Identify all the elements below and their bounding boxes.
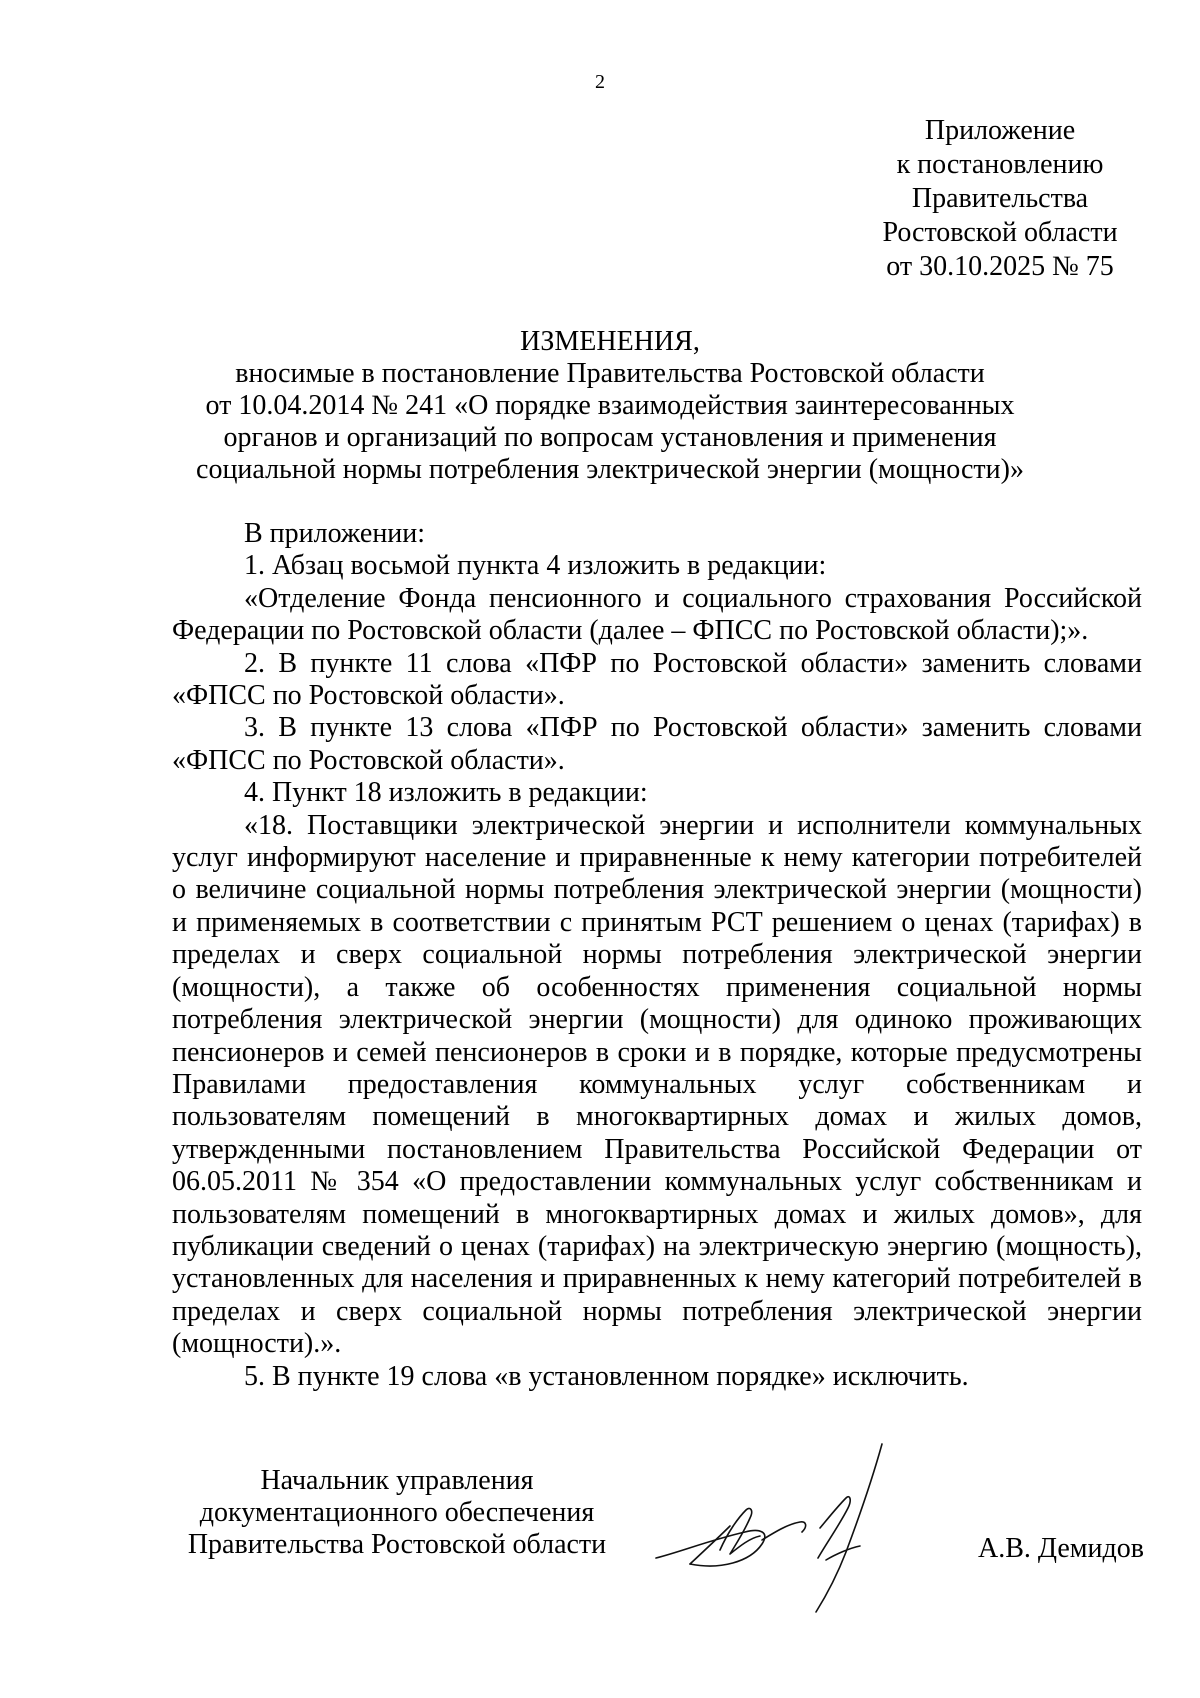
body-paragraph: 3. В пункте 13 слова «ПФР по Ростовской области» заменить словами «ФПСС по Ростовской области».	[172, 712, 1142, 776]
body-paragraph: 2. В пункте 11 слова «ПФР по Ростовской области» заменить словами «ФПСС по Ростовской области».	[172, 647, 1142, 712]
appendix-line: Ростовской области	[882, 217, 1118, 248]
title-heading: ИЗМЕНЕНИЯ,	[520, 326, 700, 357]
signatory-position-line: Начальник управления	[260, 1465, 534, 1496]
appendix-line: к постановлению	[896, 149, 1104, 180]
title-line: от 10.04.2014 № 241 «О порядке взаимодействия заинтересованных	[205, 390, 1015, 421]
document-title	[180, 326, 1040, 486]
appendix-line: Приложение	[924, 115, 1076, 146]
appendix-line: от 30.10.2025 № 75	[886, 251, 1114, 282]
title-line: вносимые в постановление Правительства Ростовской области	[235, 358, 985, 389]
body-paragraph: «Отделение Фонда пенсионного и социального страхования Российской Федерации по Ростовской области (далее – ФПСС по Ростовской области);».	[172, 582, 1142, 647]
body-paragraph: 4. Пункт 18 изложить в редакции:	[244, 777, 648, 809]
appendix-header	[835, 114, 1165, 284]
signatory-position-line: документационного обеспечения	[199, 1497, 595, 1528]
title-line: социальной нормы потребления электрической энергии (мощности)»	[196, 454, 1024, 485]
signatory-name: А.В. Демидов	[978, 1533, 1144, 1564]
body-paragraph: «18. Поставщики электрической энергии и исполнители коммунальных услуг информируют население и приравненные к нему категории потребителей о величине социальной нормы потребления электрической энергии (мощности) и применяемых в соответствии с принятым РСТ решением о ценах (тарифах) в пределах и сверх социальной нормы потребления электрической энергии (мощности), а также об особенностях применения социальной нормы потребления электрической энергии (мощности) для одиноко проживающих пенсионеров и семей пенсионеров в сроки и в порядке, которые предусмотрены Правилами предоставления коммунальных услуг собственникам и пользователям помещений в многоквартирных домах и жилых домов, утвержденными постановлением Правительства Российской Федерации от 06.05.2011 № 354 «О предоставлении коммунальных услуг собственникам и пользователям помещений в многоквартирных домах и жилых домов», для публикации сведений о ценах (тарифах) на электрическую энергию (мощность), установленных для населения и приравненных к нему категорий потребителей в пределах и сверх социальной нормы потребления электрической энергии (мощности).».	[172, 809, 1142, 1360]
handwritten-signature	[650, 1440, 940, 1615]
document-body	[172, 518, 1142, 1393]
body-paragraph: 5. В пункте 19 слова «в установленном порядке» исключить.	[244, 1360, 969, 1392]
title-line: органов и организаций по вопросам установления и применения	[223, 422, 997, 453]
signatory-position-line: Правительства Ростовской области	[187, 1529, 607, 1560]
body-paragraph: В приложении:	[244, 518, 426, 549]
appendix-line: Правительства	[911, 183, 1089, 214]
page-number: 2	[595, 71, 605, 93]
body-paragraph: 1. Абзац восьмой пункта 4 изложить в редакции:	[244, 550, 827, 582]
signatory-position	[172, 1465, 622, 1561]
